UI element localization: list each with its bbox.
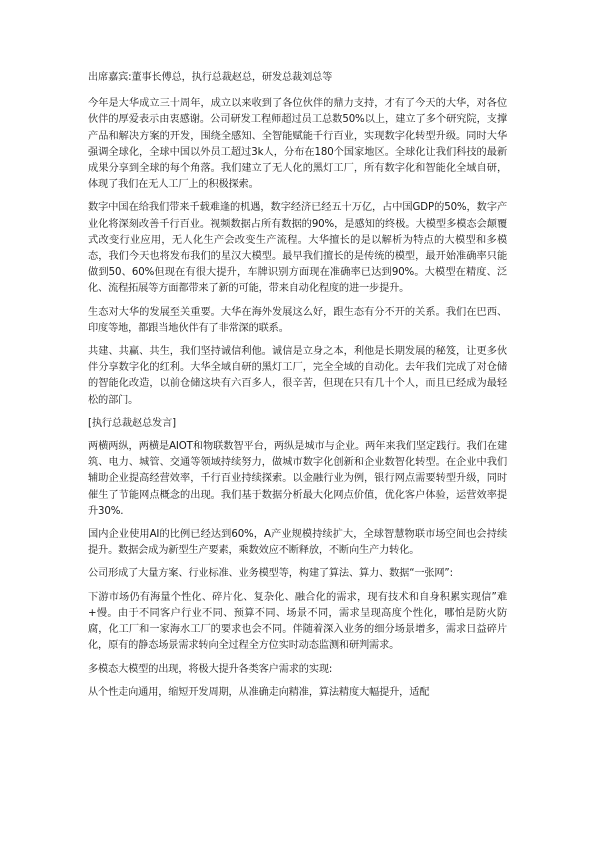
paragraph-digital-china: 数字中国在给我们带来千载难逢的机遇，数字经济已经五十万亿，占中国GDP的50%，数字产业化将深刻改善千行百业。视频数据占所有数据的90%，是感知的终极。大模型多模态会颠覆式改变行业应用，无人化生产会改变生产流程。大华擅长的是以解析为特点的大模型和多模态，我们今天也将发布我们的星汉大模型。最早我们擅长的是传统的模型，最开始准确率只能做到50、60%但现在有很大提升，车牌识别方面现在准确率已达到90%。大模型在精度、泛化、流程拓展等方面都带来了新的可能，带来自动化程度的进一步提升。 [88, 202, 507, 295]
paragraph-downstream-market: 下游市场仍有海量个性化、碎片化、复杂化、融合化的需求，现有技术和自身积累实现信”难+慢。由于不同客户行业不同、预算不同、场景不同，需求呈现高度个性化，哪怕是防火防腐，化工厂和一家海水工厂的要求也会不同。伴随着深入业务的细分场景增多，需求日益碎片化，原有的静态场景需求转向全过程全方位实时动态监测和研判需求。 [88, 591, 507, 652]
paragraph-ecosystem: 生态对大华的发展至关重要。大华在海外发展这么好，跟生态有分不开的关系。我们在巴西、印度等地，都跟当地伙伴有了非常深的联系。 [88, 306, 507, 334]
paragraph-two-horizontal-two-vertical: 两横两纵，两横是AIOT和物联数智平台，两纵是城市与企业。两年来我们坚定践行。我们在建筑、电力、城管、交通等领域持续努力，做城市数字化创新和企业数智化转型。在企业中我们辅助企业提高经营效率，千行百业持续探索。以金融行业为例，银行网点需要转型升级，同时催生了节能网点概念的出现。我们基于数据分析最大化网点价值，优化客户体验，运营效率提升30%. [88, 441, 507, 517]
paragraph-general-purpose: 从个性走向通用，缩短开发周期，从准确走向精准，算法精度大幅提升，适配 [88, 686, 430, 698]
paragraph-multimodal: 多模态大模型的出现，将极大提升各类客户需求的实现: [88, 663, 333, 675]
paragraph-anniversary: 今年是大华成立三十周年，成立以来收到了各位伙伴的鼎力支持，才有了今天的大华，对各位伙伴的厚爱表示由衷感谢。公司研发工程师超过员工总数50%以上，建立了多个研究院，支撑产品和解决方案的开发，围绕全感知、全智能赋能千行百业，实现数字化转型升级。同时大华强调全球化，全球中国以外员工超过3k人，分布在180个国家地区。全球化让我们科技的最新成果分享到全球的每个角落。我们建立了无人化的黑灯工厂，所有数字化和智能化全域自研，体现了我们在无人工厂上的积极探索。 [88, 98, 507, 191]
section-heading-speech: [执行总裁赵总发言] [88, 417, 176, 429]
paragraph-ai-adoption: 国内企业使用AI的比例已经达到60%，A产业规模持续扩大，全球智慧物联市场空间也会持续提升。数据会成为新型生产要素，乘数效应不断释放，不断向生产力转化。 [88, 529, 507, 557]
attendees-line: 出席嘉宾:董事长傅总，执行总裁赵总，研发总裁刘总等 [88, 72, 333, 83]
paragraph-one-network: 公司形成了大量方案、行业标准、业务模型等，构建了算法、算力、数据“一张网”: [88, 568, 453, 580]
paragraph-win-win: 共建、共赢、共生，我们坚持诚信利他。诚信是立身之本，利他是长期发展的秘笈，让更多伙伴分享数字化的红利。大华全域自研的黑灯工厂，完全全域的自动化。去年我们完成了对仓储的智能化改造，以前仓储这块有六百多人，很辛苦，但现在只有几十个人，而且已经成为最轻松的部门。 [88, 346, 507, 406]
